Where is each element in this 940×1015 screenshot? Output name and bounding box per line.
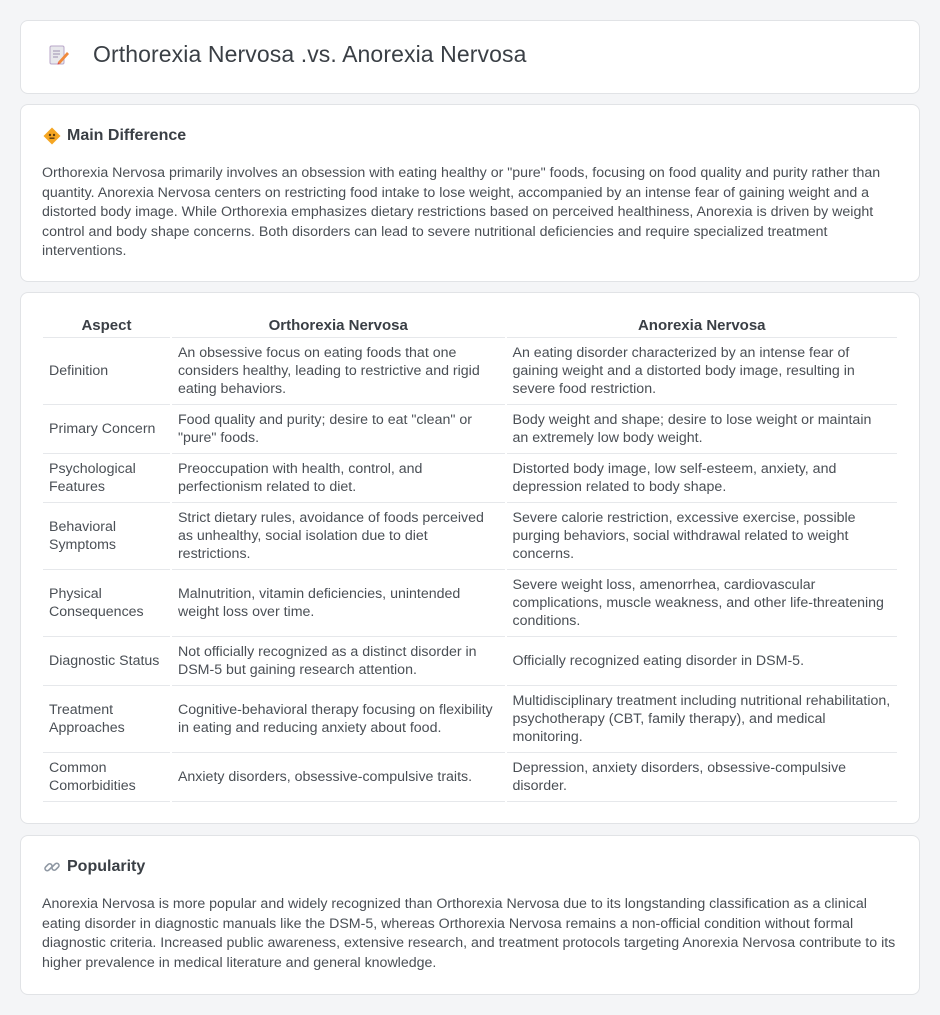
orthorexia-cell: Anxiety disorders, obsessive-compulsive traits.: [171, 752, 506, 801]
table-row: [43, 569, 898, 636]
diamond-warning-icon: [43, 127, 61, 145]
orthorexia-cell: Preoccupation with health, control, and perfectionism related to diet.: [171, 453, 506, 502]
document-edit-icon: [47, 43, 71, 67]
table-row: [43, 337, 898, 404]
aspect-cell: Behavioral Symptoms: [43, 502, 171, 569]
popularity-title: Popularity: [67, 858, 146, 875]
table-header-row: [43, 315, 898, 337]
title-row: [47, 41, 527, 68]
orthorexia-cell: Not officially recognized as a distinct disorder in DSM-5 but gaining research attention.: [171, 636, 506, 685]
orthorexia-cell: Food quality and purity; desire to eat "clean" or "pure" foods.: [171, 404, 506, 453]
aspect-cell: Primary Concern: [43, 404, 171, 453]
header-orthorexia: Orthorexia Nervosa: [171, 315, 506, 337]
table-row: [43, 752, 898, 801]
header-card: [20, 20, 920, 94]
aspect-cell: Psychological Features: [43, 453, 171, 502]
main-difference-text: Orthorexia Nervosa primarily involves an obsession with eating healthy or "pure" foods, focusing on food quality and purity rather than quantity. Anorexia Nervosa centers on restricting food intake to lose weight, accompanied by an intense fear of gaining weight and a distorted body image. While Orthorexia emphasizes dietary restrictions based on perceived healthiness, Anorexia is driven by weight control and body shape concerns. Both disorders can lead to severe nutritional deficiencies and require specialized treatment interventions.: [42, 165, 881, 260]
table-row: [43, 453, 898, 502]
comparison-table: [43, 315, 899, 802]
table-row: [43, 502, 898, 569]
anorexia-cell: Body weight and shape; desire to lose weight or maintain an extremely low body weight.: [506, 404, 898, 453]
header-anorexia: Anorexia Nervosa: [506, 315, 898, 337]
aspect-cell: Common Comorbidities: [43, 752, 171, 801]
main-difference-card: [20, 104, 920, 282]
table-row: [43, 685, 898, 752]
popularity-text: Anorexia Nervosa is more popular and widely recognized than Orthorexia Nervosa due to its longstanding classification as a clinical eating disorder in diagnostic manuals like the DSM-5, whereas Orthorexia Nervosa remains a non-official condition without formal diagnostic criteria. Increased public awareness, extensive research, and treatment protocols targeting Anorexia Nervosa contribute to its higher prevalence in medical literature and general knowledge.: [42, 896, 896, 971]
anorexia-cell: An eating disorder characterized by an intense fear of gaining weight and a distorted body image, resulting in severe food restriction.: [506, 337, 898, 404]
orthorexia-cell: Cognitive-behavioral therapy focusing on flexibility in eating and reducing anxiety about food.: [171, 685, 506, 752]
main-difference-title: Main Difference: [67, 127, 187, 144]
anorexia-cell: Officially recognized eating disorder in DSM-5.: [506, 636, 898, 685]
aspect-cell: Definition: [43, 337, 171, 404]
aspect-cell: Treatment Approaches: [43, 685, 171, 752]
orthorexia-cell: Malnutrition, vitamin deficiencies, unintended weight loss over time.: [171, 569, 506, 636]
orthorexia-cell: Strict dietary rules, avoidance of foods perceived as unhealthy, social isolation due to diet restrictions.: [171, 502, 506, 569]
table-row: [43, 404, 898, 453]
table-row: [43, 636, 898, 685]
aspect-cell: Physical Consequences: [43, 569, 171, 636]
popularity-card: [20, 835, 920, 995]
anorexia-cell: Severe calorie restriction, excessive exercise, possible purging behaviors, social withdrawal related to weight concerns.: [506, 502, 898, 569]
main-difference-header: [43, 127, 186, 145]
comparison-card: [20, 292, 920, 824]
header-aspect: Aspect: [43, 315, 171, 337]
anorexia-cell: Severe weight loss, amenorrhea, cardiovascular complications, muscle weakness, and other life-threatening conditions.: [506, 569, 898, 636]
anorexia-cell: Distorted body image, low self-esteem, anxiety, and depression related to body shape.: [506, 453, 898, 502]
anorexia-cell: Multidisciplinary treatment including nutritional rehabilitation, psychotherapy (CBT, family therapy), and medical monitoring.: [506, 685, 898, 752]
popularity-header: [43, 858, 145, 876]
aspect-cell: Diagnostic Status: [43, 636, 171, 685]
link-icon: [43, 858, 61, 876]
orthorexia-cell: An obsessive focus on eating foods that one considers healthy, leading to restrictive and rigid eating behaviors.: [171, 337, 506, 404]
anorexia-cell: Depression, anxiety disorders, obsessive-compulsive disorder.: [506, 752, 898, 801]
page-title: Orthorexia Nervosa .vs. Anorexia Nervosa: [93, 41, 527, 67]
